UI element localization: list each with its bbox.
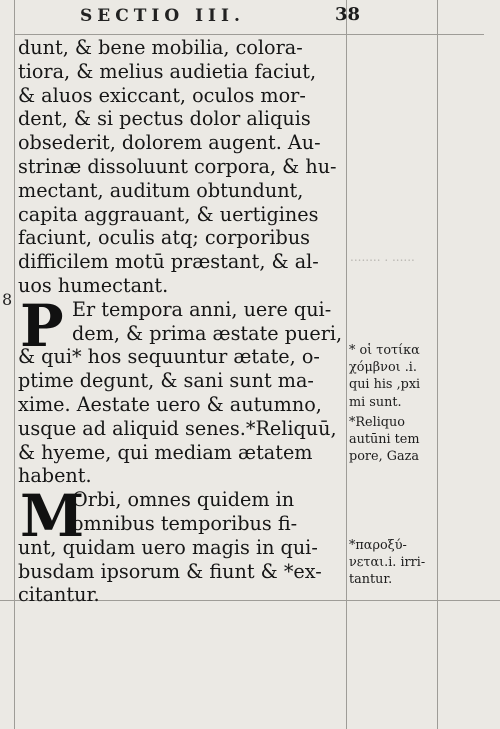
text-line: unt, quidam uero magis in qui- <box>18 535 318 559</box>
text-line: citantur. <box>18 583 100 607</box>
header-rule <box>14 34 484 35</box>
text-line: dunt, & bene mobilia, colora- <box>18 36 303 59</box>
text-line: omnibus temporibus fi- <box>72 511 298 535</box>
page-number: 38 <box>335 4 361 25</box>
text-line: faciunt, oculis atq; corporibus <box>18 226 311 250</box>
text-line: & hyeme, qui mediam ætatem <box>18 440 313 464</box>
text-line: xime. Aestate uero & autumno, <box>18 392 322 416</box>
note-line: *παροξύ- <box>349 538 407 553</box>
text-line: & qui* hos sequuntur ætate, o- <box>18 345 320 369</box>
text-line: Orbi, omnes quidem in <box>72 488 295 512</box>
section-marker: 8 <box>2 290 13 309</box>
paragraph-3 <box>18 482 348 607</box>
text-line: Er tempora anni, uere qui- <box>72 297 332 321</box>
note-line: tantur. <box>349 572 393 588</box>
text-line: habent. <box>18 464 92 488</box>
text-line: dem, & prima æstate pueri, <box>72 321 343 345</box>
text-line: usque ad aliquid senes.*Reliquū, <box>18 416 337 440</box>
paragraph-1 <box>18 36 348 298</box>
note-line: *Reliquo <box>349 415 405 430</box>
drop-cap-initial: M <box>20 482 85 551</box>
text-line: strinæ dissoluunt corpora, & hu- <box>18 154 337 178</box>
text-line: mectant, auditum obtundunt, <box>18 178 304 202</box>
marginal-note-1 <box>349 342 434 411</box>
marginal-note-3 <box>349 537 434 589</box>
note-line: χόμβνοι .i. <box>349 360 417 376</box>
note-line: νεται.i. irri- <box>349 555 426 571</box>
drop-cap-initial: P <box>20 291 64 360</box>
margin-column-right-rule <box>437 0 438 729</box>
left-margin-rule <box>14 0 15 729</box>
note-line: autūni tem <box>349 432 420 448</box>
text-line: obsederit, dolorem augent. Au- <box>18 131 321 155</box>
text-line: busdam ipsorum & fiunt & *ex- <box>18 559 322 583</box>
paragraph-2 <box>18 291 348 488</box>
running-head: SECTIO III. <box>80 6 245 26</box>
text-line: tiora, & melius audietia faciut, <box>18 59 317 83</box>
note-line: qui his ,pxi <box>349 377 421 393</box>
note-line: pore, Gaza <box>349 449 419 465</box>
note-line: mi sunt. <box>349 394 402 410</box>
note-line: * οἱ τοτίκα <box>349 343 420 358</box>
bleed-through: ........ . ...... <box>350 250 415 264</box>
text-line: & aluos exiccant, oculos mor- <box>18 83 306 107</box>
text-line: capita aggrauant, & uertigines <box>18 202 319 226</box>
marginal-note-2 <box>349 414 434 466</box>
text-line: ptime degunt, & sani sunt ma- <box>18 369 314 393</box>
text-line: difficilem motū præstant, & al- <box>18 250 319 274</box>
text-line: uos humectant. <box>18 273 169 297</box>
main-text <box>18 36 348 607</box>
text-line: dent, & si pectus dolor aliquis <box>18 107 311 131</box>
